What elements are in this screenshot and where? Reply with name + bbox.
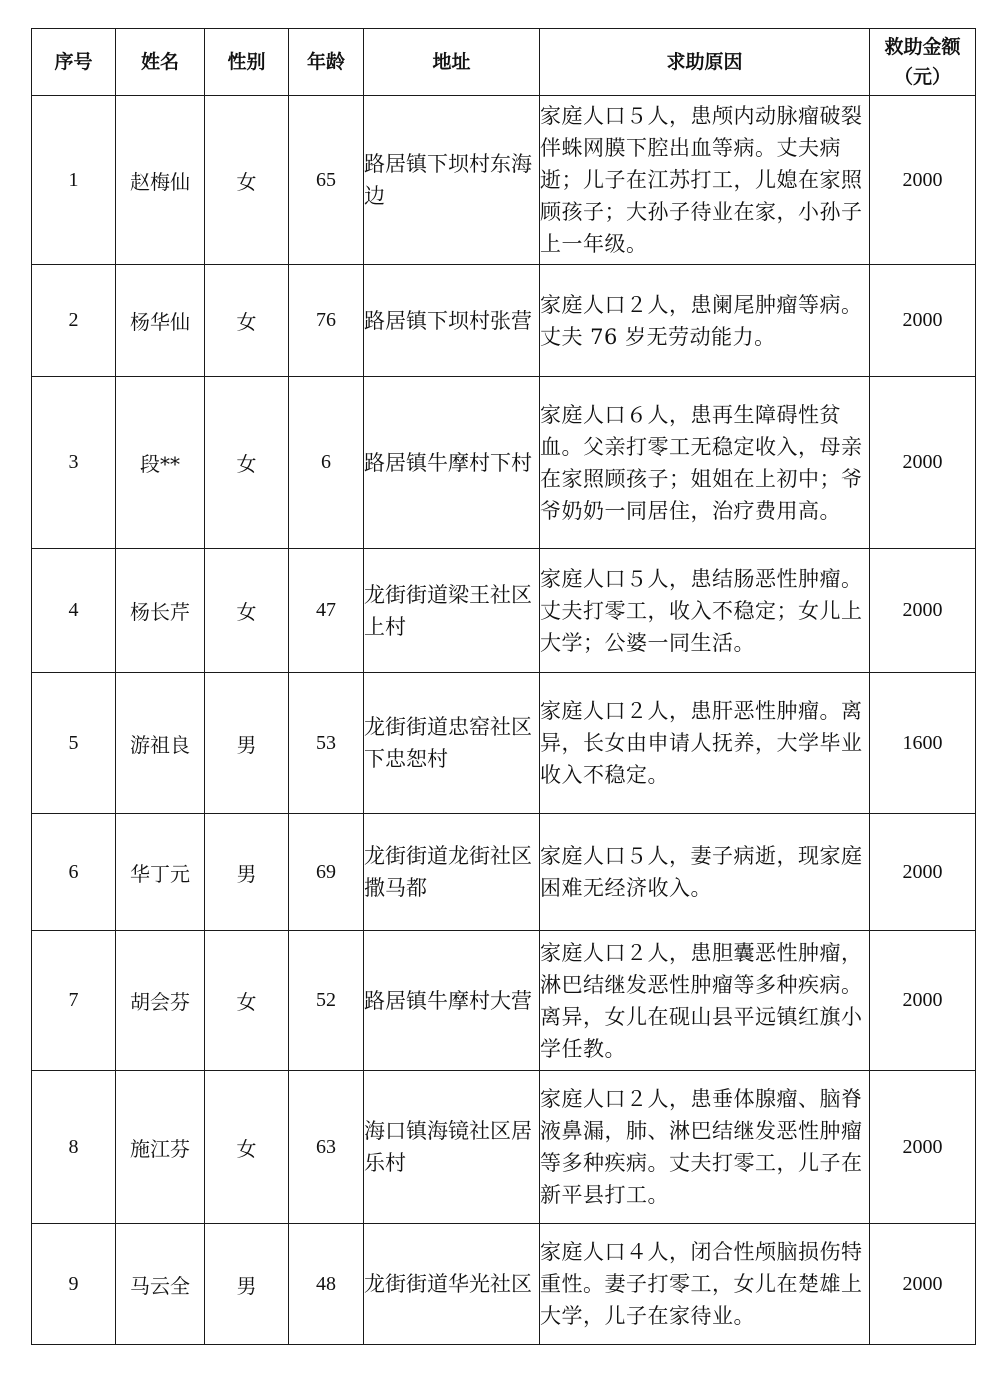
cell-amount: 2000 bbox=[870, 549, 976, 673]
table-row bbox=[32, 549, 976, 673]
cell-address: 龙街街道梁王社区上村 bbox=[364, 549, 540, 673]
cell-gender: 女 bbox=[205, 549, 289, 673]
cell-gender: 女 bbox=[205, 377, 289, 549]
cell-age: 53 bbox=[289, 673, 364, 814]
header-age: 年龄 bbox=[289, 29, 364, 96]
cell-gender: 男 bbox=[205, 673, 289, 814]
cell-name: 施江芬 bbox=[116, 1071, 205, 1224]
cell-amount: 1600 bbox=[870, 673, 976, 814]
cell-name: 杨华仙 bbox=[116, 265, 205, 377]
cell-name: 胡会芬 bbox=[116, 931, 205, 1071]
cell-amount: 2000 bbox=[870, 931, 976, 1071]
cell-reason: 家庭人口２人，患阑尾肿瘤等病。丈夫 76 岁无劳动能力。 bbox=[540, 265, 870, 377]
relief-table bbox=[31, 28, 976, 1345]
cell-amount: 2000 bbox=[870, 377, 976, 549]
table-body bbox=[32, 96, 976, 1345]
cell-name: 杨长芹 bbox=[116, 549, 205, 673]
cell-age: 47 bbox=[289, 549, 364, 673]
cell-name: 华丁元 bbox=[116, 814, 205, 931]
cell-address: 龙街街道忠窑社区下忠恕村 bbox=[364, 673, 540, 814]
header-reason: 求助原因 bbox=[540, 29, 870, 96]
cell-address: 路居镇下坝村东海边 bbox=[364, 96, 540, 265]
cell-gender: 女 bbox=[205, 931, 289, 1071]
cell-amount: 2000 bbox=[870, 1071, 976, 1224]
cell-no: 8 bbox=[32, 1071, 116, 1224]
header-amount-line2: （元） bbox=[893, 66, 951, 88]
header-name: 姓名 bbox=[116, 29, 205, 96]
table-row bbox=[32, 96, 976, 265]
header-no: 序号 bbox=[32, 29, 116, 96]
cell-name: 段** bbox=[116, 377, 205, 549]
cell-address: 路居镇牛摩村大营 bbox=[364, 931, 540, 1071]
cell-no: 7 bbox=[32, 931, 116, 1071]
header-address: 地址 bbox=[364, 29, 540, 96]
cell-no: 3 bbox=[32, 377, 116, 549]
cell-gender: 女 bbox=[205, 96, 289, 265]
cell-no: 6 bbox=[32, 814, 116, 931]
cell-age: 52 bbox=[289, 931, 364, 1071]
cell-address: 龙街街道龙街社区撒马都 bbox=[364, 814, 540, 931]
cell-reason: 家庭人口２人，患垂体腺瘤、脑脊液鼻漏，肺、淋巴结继发恶性肿瘤等多种疾病。丈夫打零工，儿子在新平县打工。 bbox=[540, 1071, 870, 1224]
cell-reason: 家庭人口２人，患胆囊恶性肿瘤，淋巴结继发恶性肿瘤等多种疾病。离异，女儿在砚山县平远镇红旗小学任教。 bbox=[540, 931, 870, 1071]
cell-reason: 家庭人口２人，患肝恶性肿瘤。离异，长女由申请人抚养，大学毕业收入不稳定。 bbox=[540, 673, 870, 814]
cell-gender: 男 bbox=[205, 1224, 289, 1345]
cell-reason: 家庭人口５人，患颅内动脉瘤破裂伴蛛网膜下腔出血等病。丈夫病逝；儿子在江苏打工，儿媳在家照顾孩子；大孙子待业在家，小孙子上一年级。 bbox=[540, 96, 870, 265]
cell-no: 2 bbox=[32, 265, 116, 377]
cell-address: 路居镇下坝村张营 bbox=[364, 265, 540, 377]
table-header bbox=[32, 29, 976, 96]
cell-age: 69 bbox=[289, 814, 364, 931]
header-amount-line1: 救助金额 bbox=[884, 36, 961, 58]
header-row bbox=[32, 29, 976, 96]
cell-gender: 女 bbox=[205, 265, 289, 377]
cell-name: 游祖良 bbox=[116, 673, 205, 814]
cell-address: 龙街街道华光社区 bbox=[364, 1224, 540, 1345]
cell-reason: 家庭人口５人，患结肠恶性肿瘤。丈夫打零工，收入不稳定；女儿上大学；公婆一同生活。 bbox=[540, 549, 870, 673]
cell-amount: 2000 bbox=[870, 265, 976, 377]
table-row bbox=[32, 1071, 976, 1224]
cell-address: 海口镇海镜社区居乐村 bbox=[364, 1071, 540, 1224]
cell-amount: 2000 bbox=[870, 96, 976, 265]
cell-gender: 男 bbox=[205, 814, 289, 931]
cell-age: 6 bbox=[289, 377, 364, 549]
header-gender: 性别 bbox=[205, 29, 289, 96]
cell-reason: 家庭人口４人，闭合性颅脑损伤特重性。妻子打零工，女儿在楚雄上大学，儿子在家待业。 bbox=[540, 1224, 870, 1345]
cell-name: 赵梅仙 bbox=[116, 96, 205, 265]
table-row bbox=[32, 931, 976, 1071]
cell-no: 5 bbox=[32, 673, 116, 814]
cell-gender: 女 bbox=[205, 1071, 289, 1224]
table-row bbox=[32, 265, 976, 377]
cell-age: 65 bbox=[289, 96, 364, 265]
cell-no: 4 bbox=[32, 549, 116, 673]
cell-address: 路居镇牛摩村下村 bbox=[364, 377, 540, 549]
cell-age: 76 bbox=[289, 265, 364, 377]
table-row bbox=[32, 814, 976, 931]
cell-amount: 2000 bbox=[870, 1224, 976, 1345]
header-amount bbox=[870, 29, 976, 96]
cell-reason: 家庭人口５人，妻子病逝，现家庭困难无经济收入。 bbox=[540, 814, 870, 931]
cell-no: 1 bbox=[32, 96, 116, 265]
cell-reason: 家庭人口６人，患再生障碍性贫血。父亲打零工无稳定收入，母亲在家照顾孩子；姐姐在上初中；爷爷奶奶一同居住，治疗费用高。 bbox=[540, 377, 870, 549]
table-row bbox=[32, 377, 976, 549]
cell-name: 马云全 bbox=[116, 1224, 205, 1345]
table-row bbox=[32, 673, 976, 814]
cell-age: 63 bbox=[289, 1071, 364, 1224]
cell-amount: 2000 bbox=[870, 814, 976, 931]
cell-age: 48 bbox=[289, 1224, 364, 1345]
cell-no: 9 bbox=[32, 1224, 116, 1345]
table-row bbox=[32, 1224, 976, 1345]
